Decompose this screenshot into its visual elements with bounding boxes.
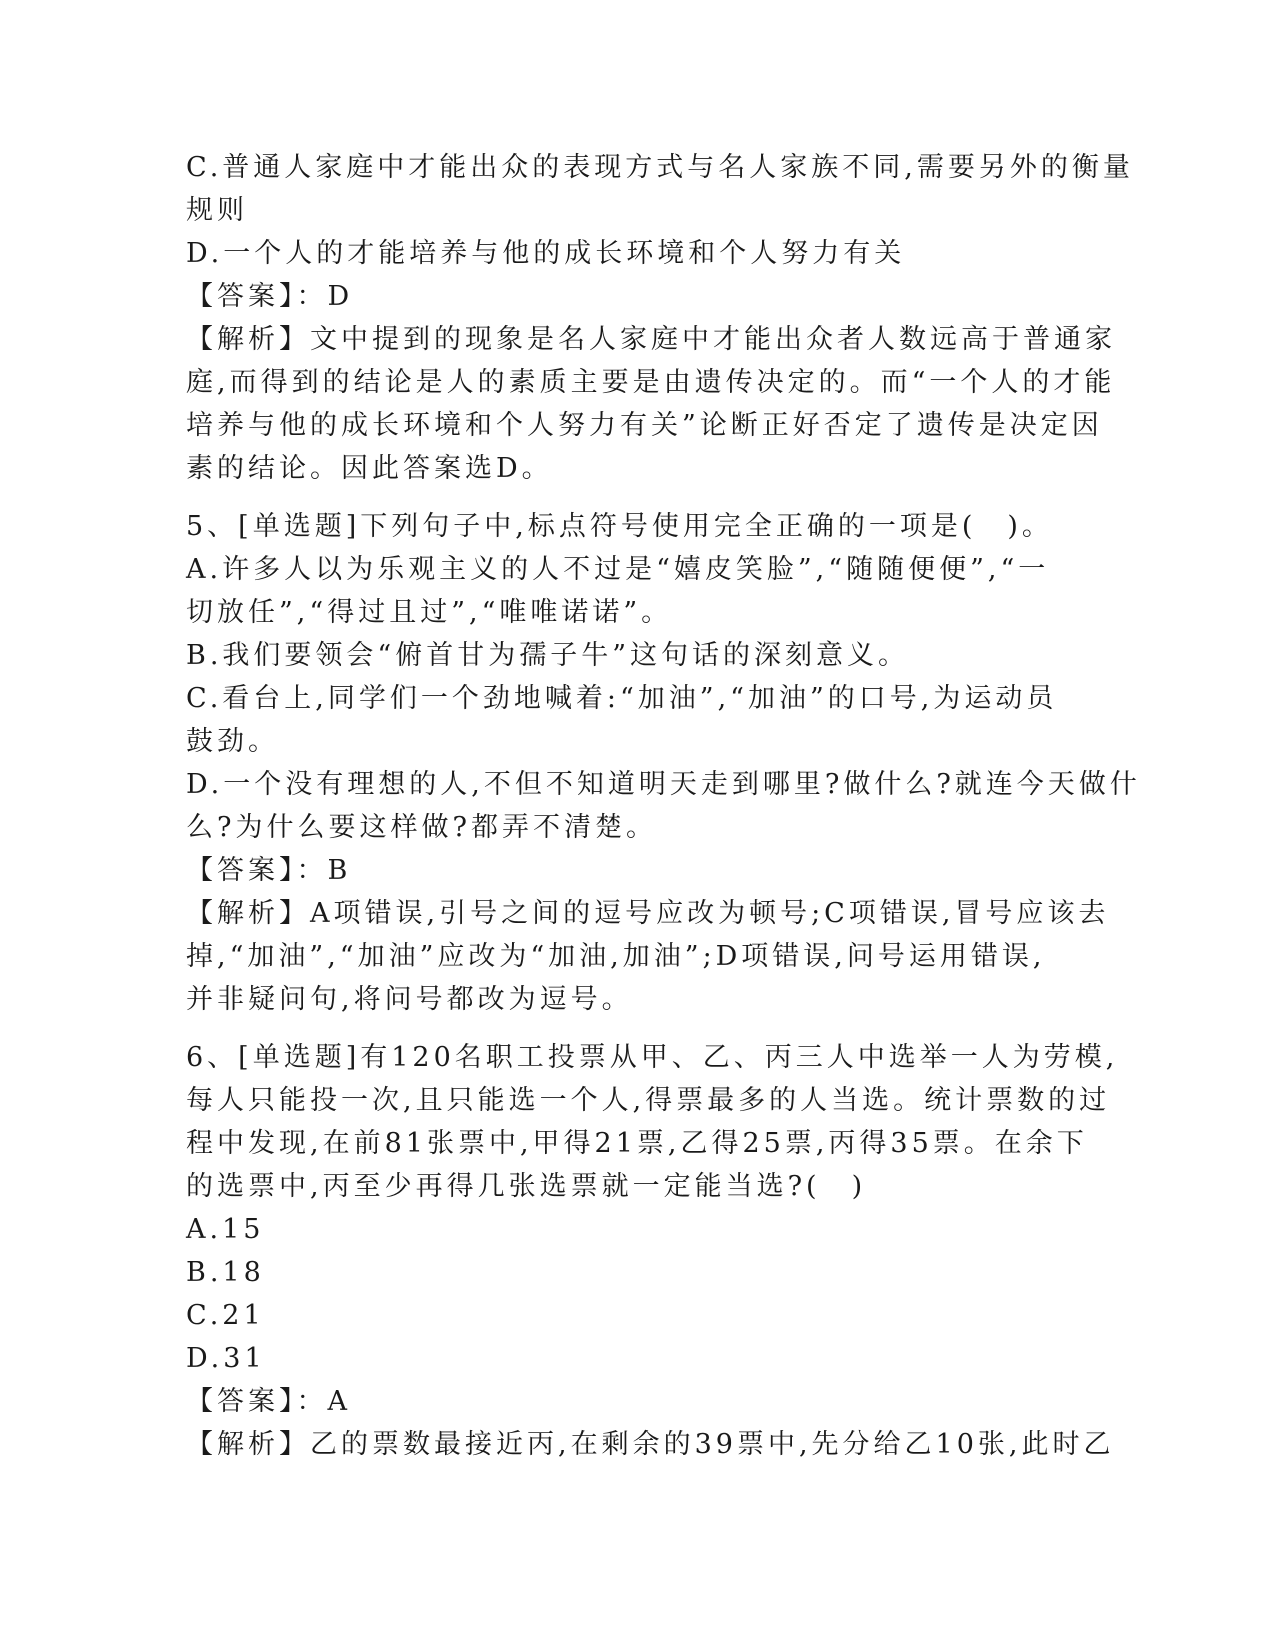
text-line: C.21 — [186, 1300, 265, 1331]
document-page — [186, 146, 1141, 1466]
paragraph-gap — [186, 1021, 1086, 1036]
text-line: B.我们要领会“俯首甘为孺子牛”这句话的深刻意义。 — [186, 640, 910, 671]
text-line: 【答案】：B — [186, 855, 352, 886]
text-paragraph — [186, 318, 1116, 490]
text-line: D.一个没有理想的人,不但不知道明天走到哪里?做什么?就连今天做什 — [186, 769, 1141, 800]
text-line: 【解析】A项错误,引号之间的逗号应改为顿号;C项错误,冒号应该去 — [186, 898, 1110, 929]
text-paragraph — [186, 548, 1086, 634]
text-line: 【答案】：D — [186, 281, 354, 312]
text-line: 并非疑问句,将问号都改为逗号。 — [186, 984, 633, 1015]
text-paragraph — [186, 763, 1141, 849]
text-paragraph — [186, 1423, 1115, 1466]
text-line: 【解析】文中提到的现象是名人家庭中才能出众者人数远高于普通家 — [186, 324, 1116, 355]
text-paragraph — [186, 892, 1110, 1021]
text-line: 切放任”,“得过且过”,“唯唯诺诺”。 — [186, 597, 673, 628]
text-line: 【解析】乙的票数最接近丙,在剩余的39票中,先分给乙10张,此时乙 — [186, 1429, 1115, 1460]
text-paragraph — [186, 1251, 1086, 1294]
text-line: C.普通人家庭中才能出众的表现方式与名人家族不同,需要另外的衡量 — [186, 152, 1134, 183]
text-paragraph — [186, 634, 1086, 677]
text-line: 鼓劲。 — [186, 726, 279, 757]
text-line: 庭,而得到的结论是人的素质主要是由遗传决定的。而“一个人的才能 — [186, 367, 1116, 398]
text-paragraph — [186, 505, 1086, 548]
text-line: 6、[单选题]有120名职工投票从甲、乙、丙三人中选举一人为劳模, — [186, 1042, 1119, 1073]
text-line: 么?为什么要这样做?都弄不清楚。 — [186, 812, 657, 843]
text-line: D.31 — [186, 1343, 266, 1374]
text-paragraph — [186, 146, 1134, 232]
text-line: 的选票中,丙至少再得几张选票就一定能当选?( ) — [186, 1171, 867, 1202]
text-line: 掉,“加油”,“加油”应改为“加油,加油”;D项错误,问号运用错误, — [186, 941, 1046, 972]
text-line: 每人只能投一次,且只能选一个人,得票最多的人当选。统计票数的过 — [186, 1085, 1111, 1116]
text-paragraph — [186, 232, 1086, 275]
text-line: B.18 — [186, 1257, 265, 1288]
text-line: A.许多人以为乐观主义的人不过是“嬉皮笑脸”,“随随便便”,“一 — [186, 554, 1050, 585]
text-line: 素的结论。因此答案选D。 — [186, 453, 553, 484]
paragraph-gap — [186, 490, 1086, 505]
text-line: 5、[单选题]下列句子中,标点符号使用完全正确的一项是( )。 — [186, 511, 1053, 542]
text-line: C.看台上,同学们一个劲地喊着:“加油”,“加油”的口号,为运动员 — [186, 683, 1058, 714]
text-paragraph — [186, 275, 1086, 318]
text-paragraph — [186, 677, 1086, 763]
text-line: 【答案】：A — [186, 1386, 351, 1417]
text-paragraph — [186, 1337, 1086, 1380]
text-line: 规则 — [186, 195, 248, 226]
text-paragraph — [186, 1380, 1086, 1423]
text-paragraph — [186, 1208, 1086, 1251]
text-paragraph — [186, 1294, 1086, 1337]
text-line: D.一个人的才能培养与他的成长环境和个人努力有关 — [186, 238, 906, 269]
text-line: 培养与他的成长环境和个人努力有关”论断正好否定了遗传是决定因 — [186, 410, 1103, 441]
text-paragraph — [186, 1036, 1119, 1208]
text-paragraph — [186, 849, 1086, 892]
text-line: A.15 — [186, 1214, 265, 1245]
text-line: 程中发现,在前81张票中,甲得21票,乙得25票,丙得35票。在余下 — [186, 1128, 1088, 1159]
